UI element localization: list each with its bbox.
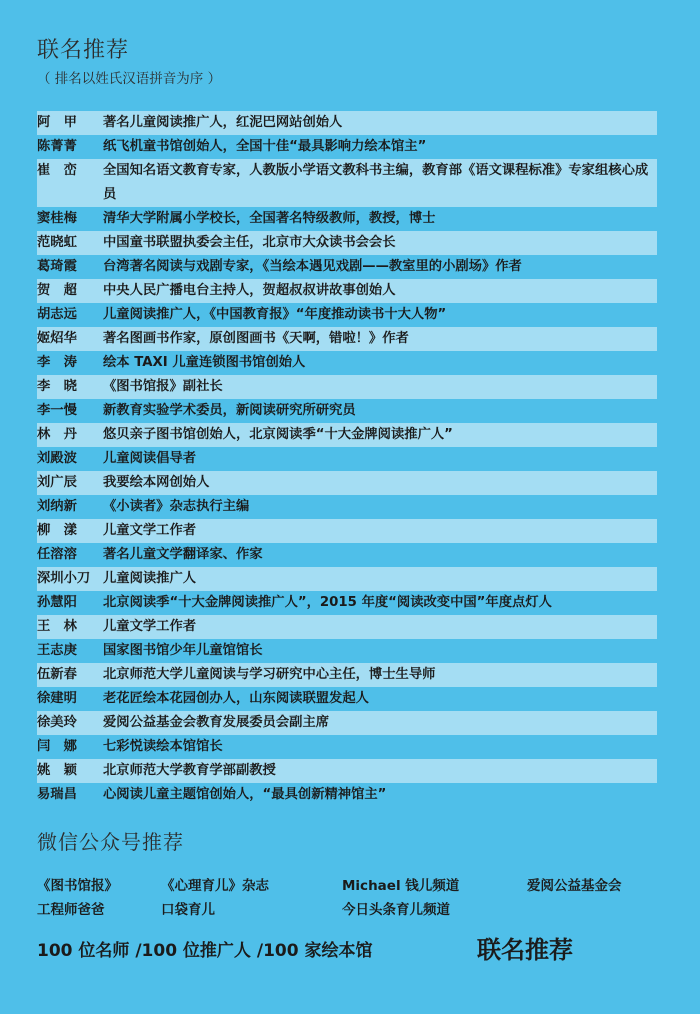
endorser-name: 徐建明 <box>37 691 77 706</box>
endorser-description: 著名图画书作家，原创图画书《天啊，错啦！》作者 <box>103 331 409 346</box>
endorser-name: 陈菁菁 <box>37 139 77 154</box>
endorser-description: 著名儿童文学翻译家、作家 <box>103 547 263 562</box>
wechat-account: 今日头条育儿频道 <box>342 902 450 918</box>
endorser-name: 姚 颖 <box>37 763 77 778</box>
endorser-description: 儿童文学工作者 <box>103 619 197 634</box>
endorser-row <box>37 375 657 399</box>
endorser-row <box>37 543 657 567</box>
endorser-name: 范晓虹 <box>37 235 77 250</box>
endorser-description: 《小读者》杂志执行主编 <box>103 499 250 514</box>
endorser-row <box>37 231 657 255</box>
endorser-description: 台湾著名阅读与戏剧专家，《当绘本遇见戏剧——教室里的小剧场》作者 <box>103 259 522 274</box>
endorser-row <box>37 567 657 591</box>
endorser-name: 任溶溶 <box>37 547 77 562</box>
wechat-account: 工程师爸爸 <box>37 902 105 918</box>
endorser-list <box>37 111 657 807</box>
endorser-row <box>37 519 657 543</box>
endorser-name: 窦桂梅 <box>37 211 77 226</box>
endorser-name: 刘广辰 <box>37 475 77 490</box>
endorser-description: 我要绘本网创始人 <box>103 475 210 490</box>
wechat-account: 《图书馆报》 <box>37 878 118 894</box>
endorser-row <box>37 591 657 615</box>
endorser-name: 徐美玲 <box>37 715 77 730</box>
endorser-name: 刘纳新 <box>37 499 77 514</box>
endorser-row <box>37 495 657 519</box>
endorser-description: 中央人民广播电台主持人，贺超叔叔讲故事创始人 <box>103 283 396 298</box>
endorser-name: 李一慢 <box>37 403 77 418</box>
endorser-description: 著名儿童阅读推广人，红泥巴网站创始人 <box>103 115 343 130</box>
endorser-row <box>37 255 657 279</box>
endorser-description: 悠贝亲子图书馆创始人，北京阅读季“十大金牌阅读推广人” <box>103 427 453 442</box>
endorser-description: 儿童文学工作者 <box>103 523 197 538</box>
endorser-name: 胡志远 <box>37 307 77 322</box>
endorser-name: 孙慧阳 <box>37 595 77 610</box>
endorser-name: 贺 超 <box>37 283 77 298</box>
endorser-description: 儿童阅读推广人，《中国教育报》“年度推动读书十大人物” <box>103 307 447 322</box>
endorser-description: 北京师范大学儿童阅读与学习研究中心主任，博士生导师 <box>103 667 436 682</box>
page-title: 联名推荐 <box>37 38 130 63</box>
endorser-name: 易瑞昌 <box>37 787 77 802</box>
endorser-row <box>37 423 657 447</box>
endorser-row <box>37 639 657 663</box>
endorser-name: 闫 娜 <box>37 739 77 754</box>
page-subtitle: （ 排名以姓氏汉语拼音为序 ） <box>37 71 222 87</box>
wechat-account: 《心理育儿》杂志 <box>161 878 269 894</box>
endorser-description: 老花匠绘本花园创办人，山东阅读联盟发起人 <box>103 691 369 706</box>
endorser-row <box>37 447 657 471</box>
endorser-row <box>37 471 657 495</box>
endorser-name: 王 林 <box>37 619 77 634</box>
endorser-row <box>37 303 657 327</box>
endorser-description: 北京阅读季“十大金牌阅读推广人”，2015 年度“阅读改变中国”年度点灯人 <box>103 595 552 610</box>
endorser-row <box>37 687 657 711</box>
endorser-row <box>37 663 657 687</box>
endorser-description: 清华大学附属小学校长，全国著名特级教师，教授，博士 <box>103 211 436 226</box>
endorser-description: 爱阅公益基金会教育发展委员会副主席 <box>103 715 330 730</box>
footer-slogan: 100 位名师 /100 位推广人 /100 家绘本馆 <box>37 941 373 961</box>
endorser-description: 《图书馆报》副社长 <box>103 379 223 394</box>
endorser-name: 崔 峦 <box>37 163 77 178</box>
endorser-name: 刘殿波 <box>37 451 77 466</box>
endorser-description: 新教育实验学术委员，新阅读研究所研究员 <box>103 403 356 418</box>
endorser-description: 纸飞机童书馆创始人，全国十佳“最具影响力绘本馆主” <box>103 139 427 154</box>
endorser-name: 李 涛 <box>37 355 77 370</box>
wechat-account: 爱阅公益基金会 <box>527 878 622 894</box>
endorser-row <box>37 327 657 351</box>
endorser-row <box>37 735 657 759</box>
endorser-name: 葛琦霞 <box>37 259 77 274</box>
endorser-row <box>37 207 657 231</box>
endorser-name: 深圳小刀 <box>37 571 91 586</box>
endorser-description: 七彩悦读绘本馆馆长 <box>103 739 223 754</box>
endorser-description: 心阅读儿童主题馆创始人，“最具创新精神馆主” <box>103 787 387 802</box>
endorser-name: 姬炤华 <box>37 331 77 346</box>
endorser-description: 儿童阅读推广人 <box>103 571 197 586</box>
endorser-name: 林 丹 <box>37 427 77 442</box>
endorser-name: 李 晓 <box>37 379 77 394</box>
endorser-name: 王志庚 <box>37 643 77 658</box>
endorser-row <box>37 399 657 423</box>
wechat-account: 口袋育儿 <box>161 902 215 918</box>
endorser-description: 儿童阅读倡导者 <box>103 451 197 466</box>
endorser-name: 柳 漾 <box>37 523 77 538</box>
wechat-account: Michael 钱儿频道 <box>342 878 460 894</box>
endorser-row <box>37 159 657 207</box>
endorser-description: 北京师范大学教育学部副教授 <box>103 763 276 778</box>
endorser-description: 中国童书联盟执委会主任，北京市大众读书会会长 <box>103 235 396 250</box>
endorser-row <box>37 279 657 303</box>
endorser-row <box>37 759 657 783</box>
endorser-description: 全国知名语文教育专家，人教版小学语文教科书主编，教育部《语文课程标准》专家组核心成员 <box>103 163 649 202</box>
endorser-row <box>37 111 657 135</box>
endorser-row <box>37 783 657 807</box>
endorser-row <box>37 615 657 639</box>
endorser-name: 阿 甲 <box>37 115 77 130</box>
endorser-description: 国家图书馆少年儿童馆馆长 <box>103 643 263 658</box>
endorser-row <box>37 351 657 375</box>
endorser-description: 绘本 TAXI 儿童连锁图书馆创始人 <box>103 355 306 370</box>
wechat-section-title: 微信公众号推荐 <box>37 830 184 854</box>
endorser-row <box>37 711 657 735</box>
endorser-row <box>37 135 657 159</box>
endorser-name: 伍新春 <box>37 667 77 682</box>
footer-label: 联名推荐 <box>477 936 573 964</box>
